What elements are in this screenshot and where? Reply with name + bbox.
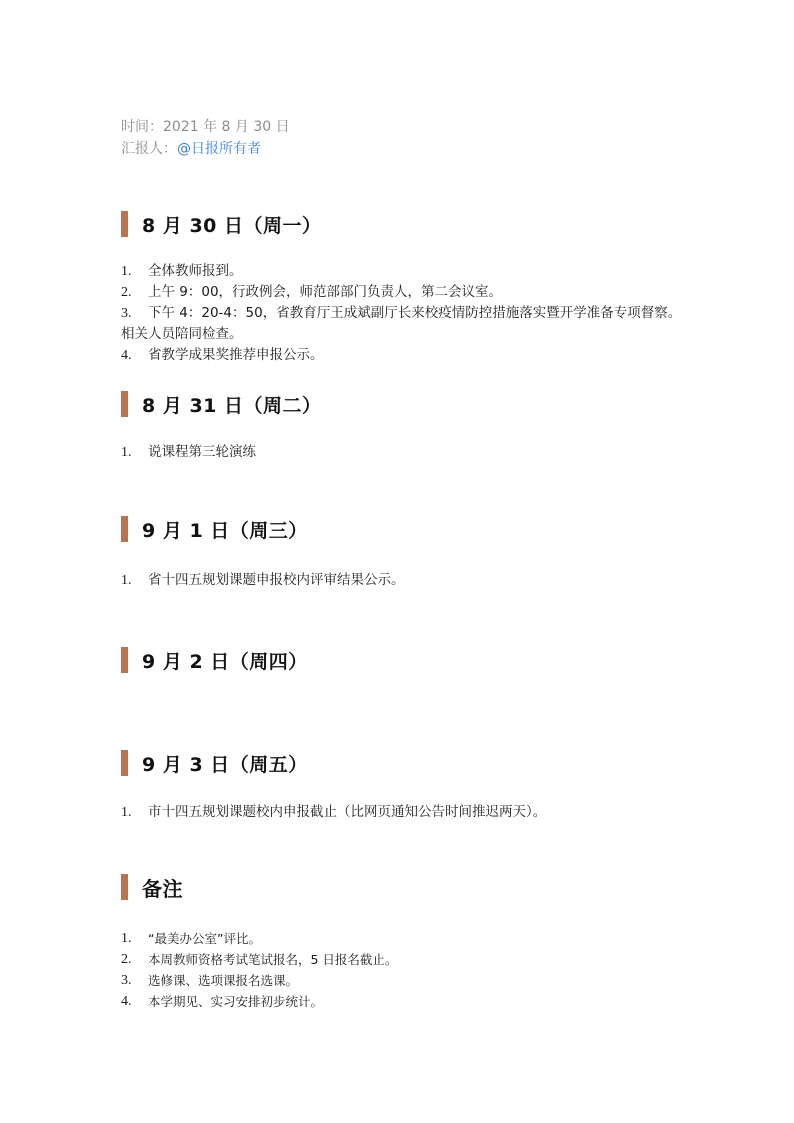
list-item-text: 市十四五规划课题校内申报截止（比网页通知公告时间推迟两天）。	[148, 804, 547, 820]
list-item-text: 选修课、选项课报名选课。	[148, 973, 299, 988]
section-heading-aug31	[121, 391, 322, 417]
list-item-text: 省十四五规划课题申报校内评审结果公示。	[148, 572, 405, 588]
heading-text: 8 月 31 日（周二）	[142, 394, 322, 417]
heading-text: 9 月 2 日（周四）	[142, 650, 308, 673]
list-item	[121, 970, 691, 991]
list-item	[121, 991, 691, 1012]
list-number: 1.	[121, 573, 132, 588]
section-list-notes	[121, 928, 691, 1012]
list-number: 3.	[121, 306, 132, 321]
list-number: 1.	[121, 264, 132, 279]
list-item	[121, 282, 691, 303]
heading-text: 备注	[142, 876, 183, 901]
list-item-text: “最美办公室”评比。	[148, 931, 261, 946]
list-number: 1.	[121, 445, 132, 460]
list-item	[121, 802, 691, 823]
list-item-text: 本周教师资格考试笔试报名，5 日报名截止。	[148, 952, 398, 967]
heading-accent-bar	[121, 391, 128, 417]
list-item-text: 全体教师报到。	[148, 263, 243, 279]
list-number: 4.	[121, 994, 132, 1009]
heading-accent-bar	[121, 211, 128, 237]
reporter	[121, 139, 261, 159]
list-number: 1.	[121, 805, 132, 820]
heading-accent-bar	[121, 516, 128, 542]
section-list-aug31	[121, 442, 691, 463]
reporter-label: 汇报人：	[121, 141, 177, 157]
list-item	[121, 949, 691, 970]
heading-text: 9 月 3 日（周五）	[142, 753, 308, 776]
list-item-text: 上午 9：00，行政例会，师范部部门负责人，第二会议室。	[148, 284, 503, 300]
list-item	[121, 570, 691, 591]
list-item-text: 下午 4：20-4：50，省教育厅王成斌副厅长来校疫情防控措施落实暨开学准备专项督察。相关人员陪同检查。	[121, 305, 682, 342]
list-item-text: 说课程第三轮演练	[148, 444, 256, 460]
list-number: 2.	[121, 952, 132, 967]
time-value: 2021 年 8 月 30 日	[163, 119, 290, 135]
section-list-aug30	[121, 261, 691, 366]
section-list-sep1	[121, 570, 691, 591]
section-heading-notes	[121, 874, 183, 900]
heading-accent-bar	[121, 874, 128, 900]
list-item	[121, 928, 691, 949]
list-number: 1.	[121, 931, 132, 946]
heading-accent-bar	[121, 750, 128, 776]
heading-text: 9 月 1 日（周三）	[142, 519, 308, 542]
list-number: 2.	[121, 285, 132, 300]
section-heading-sep3	[121, 750, 308, 776]
list-item	[121, 345, 691, 366]
list-item	[121, 261, 691, 282]
section-heading-aug30	[121, 211, 322, 237]
report-date	[121, 117, 290, 137]
section-heading-sep2	[121, 647, 308, 673]
list-number: 3.	[121, 973, 132, 988]
heading-text: 8 月 30 日（周一）	[142, 214, 322, 237]
time-label: 时间：	[121, 119, 163, 135]
reporter-mention-link[interactable]: @日报所有者	[177, 141, 261, 157]
section-list-sep3	[121, 802, 691, 823]
section-heading-sep1	[121, 516, 308, 542]
list-item-text: 省教学成果奖推荐申报公示。	[148, 347, 324, 363]
list-item	[121, 303, 691, 345]
list-item-text: 本学期见、实习安排初步统计。	[148, 994, 324, 1009]
list-number: 4.	[121, 348, 132, 363]
list-item	[121, 442, 691, 463]
heading-accent-bar	[121, 647, 128, 673]
